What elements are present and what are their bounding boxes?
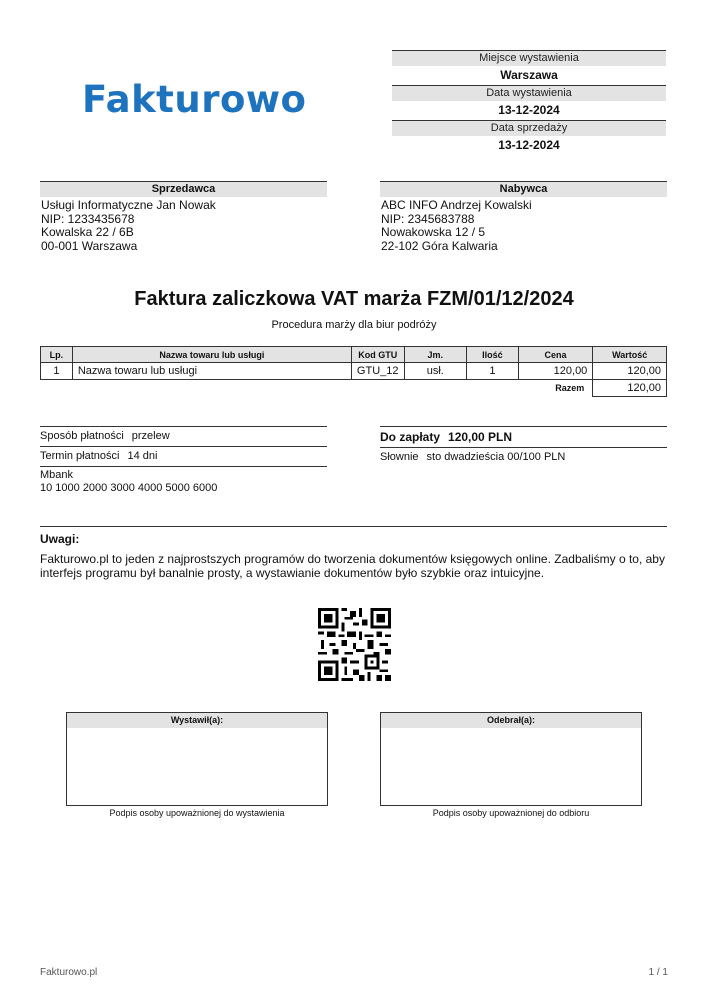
seller-nip: NIP: 1233435678 (41, 211, 135, 226)
payment-block (40, 426, 327, 495)
payment-term-row (40, 446, 327, 466)
meta-sale-date-value: 13-12-2024 (498, 138, 560, 152)
notes-text: Fakturowo.pl to jeden z najprostszych programów do tworzenia dokumentów księgowych online. Zadbaliśmy o to, aby interfejs programu był banalnie prosty, a wystawianie dokumentów było szybkie oraz intuicyjne. (40, 552, 665, 580)
payment-method-row (40, 426, 327, 446)
sum-value: 120,00 (593, 380, 667, 397)
payment-method-label: Sposób płatności (40, 430, 124, 442)
col-header-name: Nazwa towaru lub usługi (72, 347, 351, 363)
meta-issue-date-value: 13-12-2024 (498, 103, 560, 117)
buyer-nip: NIP: 2345683788 (381, 211, 475, 226)
seller-street: Kowalska 22 / 6B (41, 225, 134, 240)
receiver-signature-block (380, 712, 642, 818)
cell-gtu: GTU_12 (351, 363, 404, 380)
col-header-price: Cena (518, 347, 593, 363)
qr-code-icon (318, 608, 391, 681)
buyer-street: Nowakowska 12 / 5 (381, 225, 486, 240)
col-header-qty: Ilość (467, 347, 519, 363)
cell-name: Nazwa towaru lub usługi (72, 363, 351, 380)
table-row (41, 363, 667, 380)
issuer-signature-box (66, 712, 328, 806)
meta-sale-date-label: Data sprzedaży (392, 120, 666, 136)
cell-lp: 1 (41, 363, 73, 380)
amount-words-label: Słownie (380, 451, 419, 463)
meta-place-value: Warszawa (500, 68, 558, 82)
seller-city: 00-001 Warszawa (41, 239, 138, 254)
notes-header: Uwagi: (40, 532, 80, 546)
payment-method-value: przelew (131, 430, 170, 442)
issuer-signature-header: Wystawił(a): (67, 713, 327, 728)
cell-price: 120,00 (518, 363, 593, 380)
payment-term-label: Termin płatności (40, 450, 120, 462)
bank-name: Mbank (40, 469, 74, 481)
meta-place-label: Miejsce wystawienia (392, 50, 666, 66)
seller-header: Sprzedawca (40, 181, 327, 197)
invoice-subtitle: Procedura marży dla biur podróży (271, 319, 437, 331)
issuer-signature-block (66, 712, 328, 818)
amount-words-row (380, 447, 667, 467)
col-header-gtu: Kod GTU (351, 347, 404, 363)
fakturowo-logo: Fakturowo (82, 78, 307, 121)
invoice-title: Faktura zaliczkowa VAT marża FZM/01/12/2024 (134, 288, 574, 310)
sum-row (41, 380, 667, 397)
amount-words-value: sto dwadzieścia 00/100 PLN (426, 451, 566, 463)
items-table (40, 346, 667, 397)
col-header-value: Wartość (593, 347, 667, 363)
cell-unit: usł. (404, 363, 467, 380)
receiver-signature-caption: Podpis osoby upoważnionej do odbioru (432, 808, 590, 818)
amount-due-row (380, 426, 667, 447)
bank-account: 10 1000 2000 3000 4000 5000 6000 (40, 482, 218, 494)
payment-term-value: 14 dni (127, 450, 158, 462)
footer-page-number: 1 / 1 (648, 967, 668, 978)
buyer-name: ABC INFO Andrzej Kowalski (381, 198, 532, 212)
footer-site: Fakturowo.pl (40, 967, 98, 978)
buyer-city: 22-102 Góra Kalwaria (381, 239, 498, 254)
seller-name: Usługi Informatyczne Jan Nowak (41, 198, 216, 212)
invoice-meta (392, 50, 666, 155)
col-header-lp: Lp. (41, 347, 73, 363)
cell-qty: 1 (467, 363, 519, 380)
issuer-signature-caption: Podpis osoby upoważnionej do wystawienia (109, 808, 285, 818)
notes-block (40, 526, 667, 580)
cell-value: 120,00 (593, 363, 667, 380)
amount-due-label: Do zapłaty (380, 430, 441, 444)
bank-info (40, 466, 327, 495)
table-header-row (41, 347, 667, 363)
receiver-signature-header: Odebrał(a): (381, 713, 641, 728)
amount-due-value: 120,00 PLN (448, 430, 513, 444)
sum-label: Razem (555, 383, 585, 394)
buyer-block (380, 181, 667, 254)
amount-due-block (380, 426, 667, 467)
buyer-header: Nabywca (380, 181, 667, 197)
meta-issue-date-label: Data wystawienia (392, 85, 666, 101)
col-header-unit: Jm. (404, 347, 467, 363)
receiver-signature-box (380, 712, 642, 806)
seller-block (40, 181, 327, 254)
